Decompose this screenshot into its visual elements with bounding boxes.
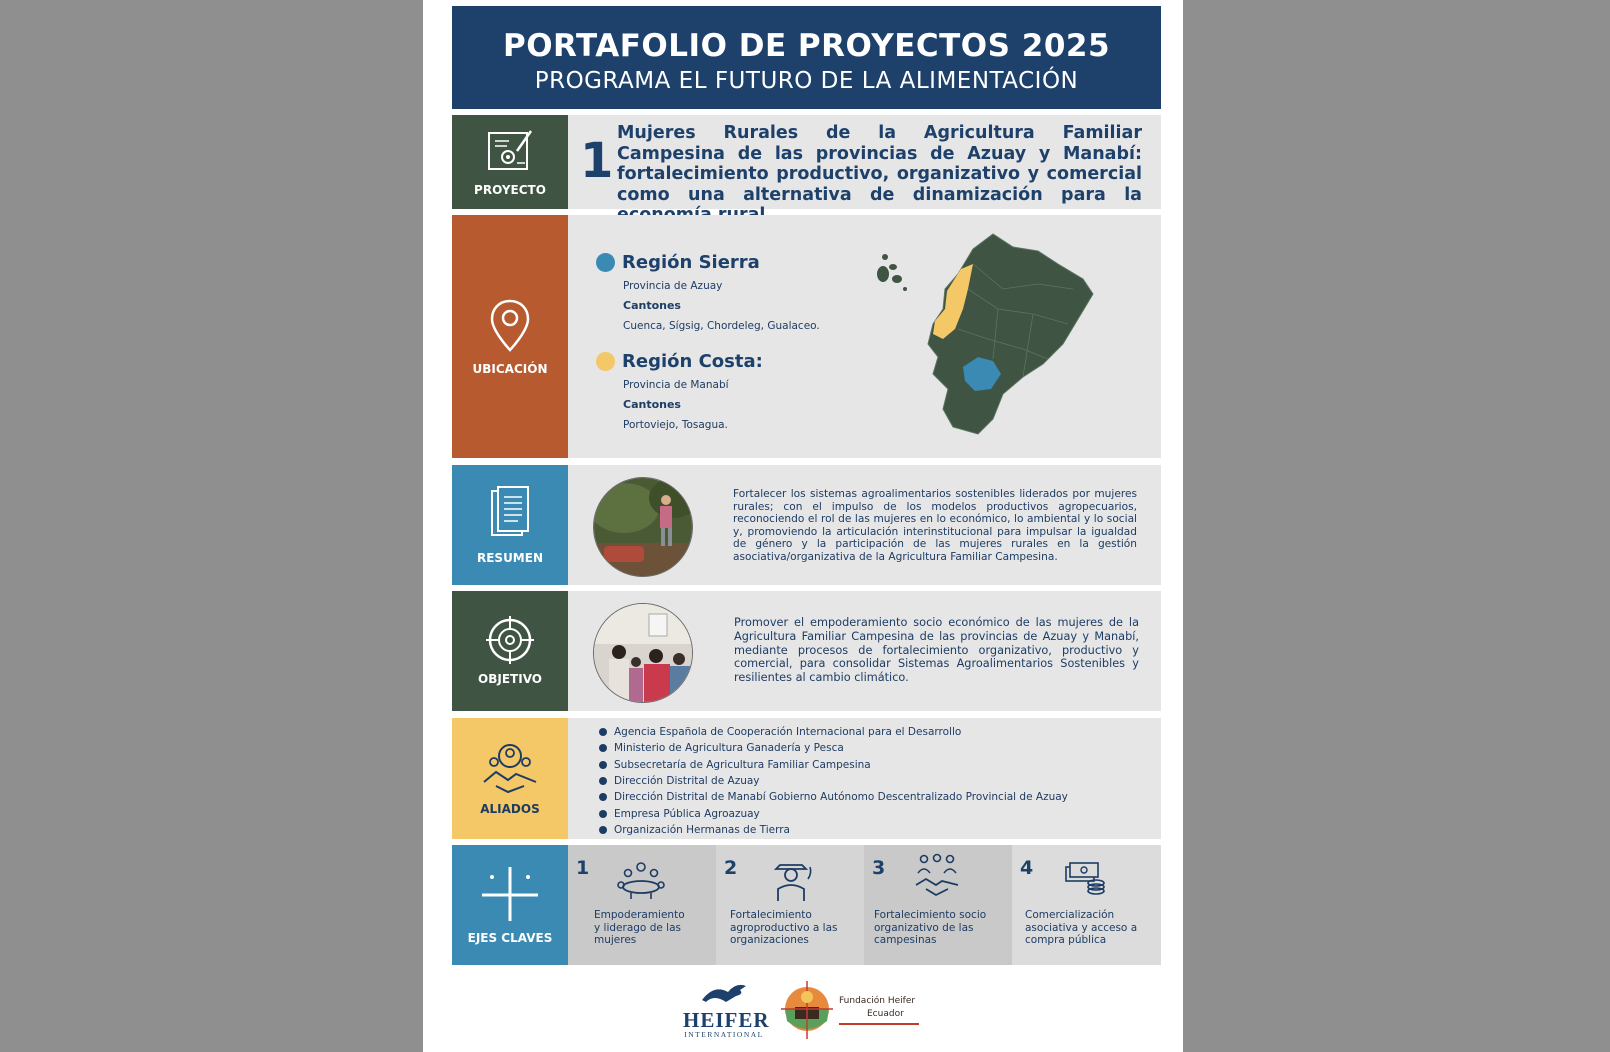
aliados-list (599, 724, 1068, 838)
farmer-photo (593, 477, 693, 577)
meeting-photo (593, 603, 693, 703)
sierra-name: Región Sierra (622, 252, 760, 273)
document-page (423, 0, 1183, 1052)
project-title: Mujeres Rurales de la Agricultura Familiar Campesina de las provincias de Azuay y Manabí: fortalecimiento productivo, organizativo y comercial como una alternativa de dinamización para la (617, 123, 1142, 205)
proyecto-label: PROYECTO (474, 183, 546, 197)
galapagos-islands (877, 254, 907, 291)
eje-item: 3 Fortalecimiento socio organizativo de las campesinas (864, 845, 1012, 965)
list-item: Subsecretaría de Agricultura Familiar Campesina (599, 757, 1068, 773)
costa-cantones: Portoviejo, Tosagua. (623, 419, 728, 431)
proyecto-main (568, 115, 1161, 209)
sierra-dot-icon (596, 253, 615, 272)
list-item: Dirección Distrital de Azuay (599, 773, 1068, 789)
heifer-sub: INTERNATIONAL (684, 1030, 764, 1039)
objetivo-main (568, 591, 1161, 711)
list-item: Empresa Pública Agroazuay (599, 805, 1068, 821)
eje-item: 1 Empoderamiento y liderago de las mujeres (568, 845, 716, 965)
resumen-text: Fortalecer los sistemas agroalimentarios sostenibles liderados por mujeres rurales; con el impulso de los modelos productivos agropecuarios, reconociendo el rol de las mujeres en lo económico, lo ambiental y lo social y, promoviendo la articulación interinstitucional para impulsar la igualdad de género y la participación de las mujeres rurales en la gestión asociativa/organizativa de la Agricultura Familiar Campesina. (733, 488, 1137, 563)
axes-plus-icon (480, 865, 540, 923)
page-subtitle: PROGRAMA EL FUTURO DE LA ALIMENTACIÓN (534, 68, 1079, 94)
region-sierra (596, 252, 820, 333)
blueprint-icon (485, 127, 535, 175)
resumen-side (452, 465, 568, 585)
section-aliados (452, 718, 1161, 839)
handshake-team-icon (914, 853, 960, 899)
ecuador-map (873, 229, 1113, 439)
project-number: 1 (580, 133, 614, 189)
ejes-side (452, 845, 568, 965)
fundacion-underline (839, 1023, 919, 1025)
title-banner (452, 6, 1161, 109)
costa-dot-icon (596, 352, 615, 371)
ejes-grid (568, 845, 1161, 965)
list-item: Dirección Distrital de Manabí Gobierno Autónomo Descentralizado Provincial de Azuay (599, 789, 1068, 805)
farmer-icon (768, 859, 814, 903)
eje-item: 2 Fortalecimiento agroproductivo a las organizaciones (716, 845, 864, 965)
footer-logos (683, 980, 919, 1039)
location-pin-icon (489, 298, 531, 354)
objetivo-side (452, 591, 568, 711)
section-objetivo (452, 591, 1161, 711)
aliados-side (452, 718, 568, 839)
meeting-table-icon (616, 859, 666, 901)
section-ubicacion (452, 215, 1161, 458)
section-resumen (452, 465, 1161, 585)
eje-item: 4 Comercialización asociativa y acceso a compra pública (1012, 845, 1161, 965)
partnership-icon (482, 742, 538, 794)
costa-provincia: Provincia de Manabí (623, 379, 729, 391)
fundacion-emblem-icon (781, 981, 833, 1039)
costa-cantones-label: Cantones (623, 398, 681, 411)
page-title: PORTAFOLIO DE PROYECTOS 2025 (502, 28, 1111, 64)
costa-name: Región Costa: (622, 351, 763, 372)
proyecto-side (452, 115, 568, 209)
section-ejes (452, 845, 1161, 965)
resumen-label: RESUMEN (476, 551, 543, 565)
money-stack-icon (1064, 861, 1106, 895)
sierra-provincia: Provincia de Azuay (623, 280, 723, 292)
resumen-main (568, 465, 1161, 585)
heifer-logo (683, 980, 770, 1039)
section-proyecto (452, 115, 1161, 209)
sierra-cantones: Cuenca, Sígsig, Chordeleg, Gualaceo. (623, 320, 820, 332)
list-item: Ministerio de Agricultura Ganadería y Pesca (599, 740, 1068, 756)
fundacion-logo (781, 981, 919, 1039)
aliados-main (568, 718, 1161, 839)
fundacion-line1: Fundación Heifer (839, 995, 916, 1006)
objetivo-text: Promover el empoderamiento socio económico de las mujeres de la Agricultura Familiar Campesina de las provincias de Azuay y Manabí, mediante procesos de fortalecimiento organizativo, productivo y comercial, para consolidar Sistemas Agroalimentarios Sostenibles y resilientes al cambio climático. (734, 616, 1139, 685)
ubicacion-main (568, 215, 1161, 458)
region-costa (596, 351, 763, 432)
heifer-animal-icon (696, 980, 752, 1006)
sierra-cantones-label: Cantones (623, 299, 681, 312)
ubicacion-label: UBICACIÓN (472, 361, 548, 376)
ubicacion-side (452, 215, 568, 458)
list-item: Agencia Española de Cooperación Internacional para el Desarrollo (599, 724, 1068, 740)
heifer-name: HEIFER (683, 1008, 770, 1032)
aliados-label: ALIADOS (480, 801, 540, 816)
fundacion-line2: Ecuador (867, 1008, 904, 1019)
ejes-label: EJES CLAVES (467, 931, 553, 945)
list-item: Organización Hermanas de Tierra (599, 822, 1068, 838)
objetivo-label: OBJETIVO (478, 672, 542, 686)
ecuador-mainland (928, 234, 1093, 434)
document-icon (488, 485, 532, 543)
target-icon (486, 616, 534, 664)
